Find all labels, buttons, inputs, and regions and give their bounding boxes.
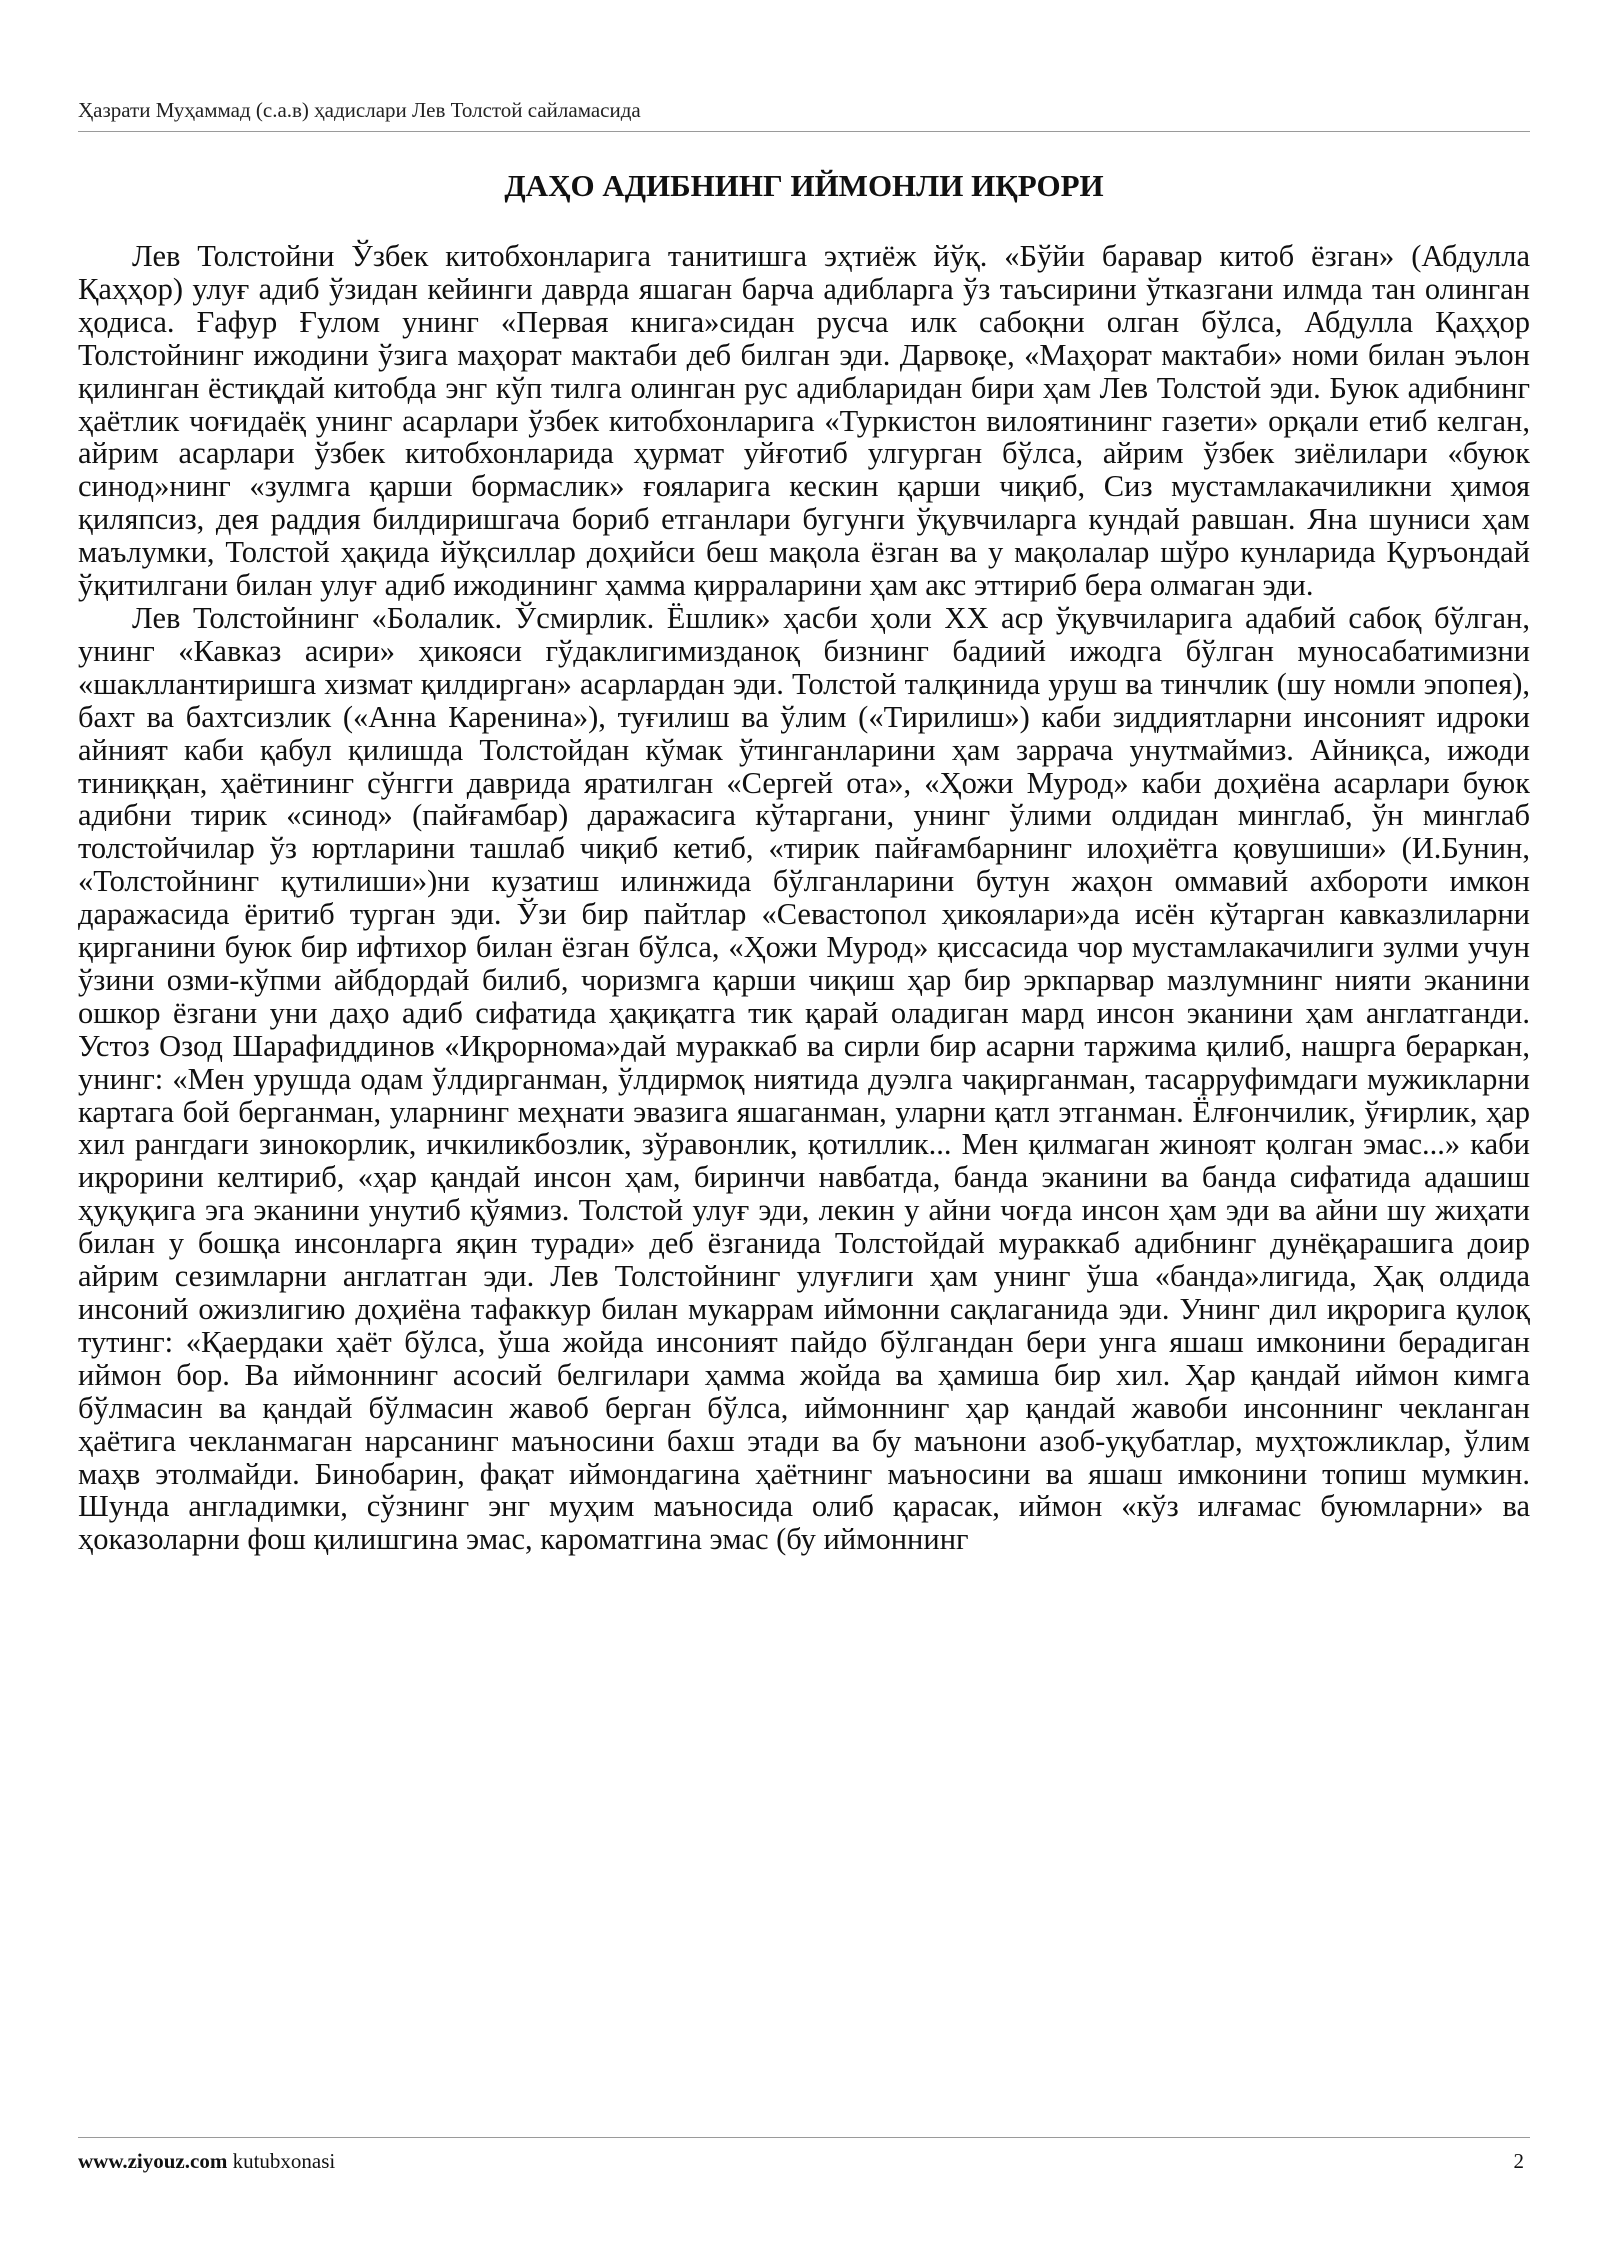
paragraph: Лев Толстойнинг «Болалик. Ўсмирлик. Ёшлик» ҳасби ҳоли XX аср ўқувчиларига адабий сабоқ бўлган, унинг «Кавказ асири» ҳикояси гўдаклигимизданоқ бизнинг бадиий ижодга бўлган муносабатимизни «шакллантиришга хизмат қилдирган» асарлардан эди. Толстой талқинида уруш ва тинчлик (шу номли эпопея), бахт ва бахтсизлик («Анна Каренина»), туғилиш ва ўлим («Тирилиш») каби зиддиятларни инсоният идроки айният каби қабул қилишда Толстойдан кўмак ўтинганларини ҳам заррача унутмаймиз. Айниқса, ижоди тиниққан, ҳаётининг сўнгги даврида яратилган «Сергей ота», «Ҳожи Мурод» каби доҳиёна асарлари буюк адибни тирик «синод» (пайғамбар) даражасига кўтаргани, унинг ўлими олдидан минглаб, ўн минглаб толстойчилар ўз юртларини ташлаб чиқиб кетиб, «тирик пайғамбарнинг илоҳиётга қовушиши» (И.Бунин, «Толстойнинг қутилиши»)ни кузатиш илинжида бўлганларини бутун жаҳон оммавий ахбороти имкон даражасида ёритиб турган эди. Ўзи бир пайтлар «Севастопол ҳикоялари»да исён кўтарган кавказлиларни қирганини буюк бир ифтихор билан ёзган бўлса, «Ҳожи Мурод» қиссасида чор мустамлакачилиги зулми учун ўзини озми-кўпми айбдордай билиб, чоризмга қарши чиқиш ҳар бир эркпарвар мазлумнинг нияти эканини ошкор ёзгани уни даҳо адиб сифатида ҳақиқатга тик қарай оладиган мард инсон эканини ҳам англатганди. Устоз Озод Шарафиддинов «Иқрорнома»дай мураккаб ва сирли бир асарни таржима қилиб, нашрга бераркан, унинг: «Мен урушда одам ўлдирганман, ўлдирмоқ ниятида дуэлга чақирганман, тасарруфимдаги мужикларни картага бой берганман, уларнинг меҳнати эвазига яшаганман, уларни қатл этганман. Ёлғончилик, ўғирлик, ҳар хил рангдаги зинокорлик, ичкиликбозлик, зўравонлик, қотиллик... Мен қилмаган жиноят қолган эмас...» каби иқрорини келтириб, «ҳар қандай инсон ҳам, биринчи навбатда, банда эканини ва банда сифатида адашиш ҳуқуқига эга эканини унутиб қўямиз. Толстой улуғ эди, лекин у айни чоғда инсон ҳам эди ва айни шу жиҳати билан у бошқа инсонларга яқин туради» деб ёзганида Толстойдай мураккаб адибнинг дунёқарашига доир айрим сезимларни англатган эди. Лев Толстойнинг улуғлиги ҳам унинг ўша «банда»лигида, Ҳақ олдида инсоний ожизлигию доҳиёна тафаккур билан мукаррам иймонни сақлаганида эди. Унинг дил иқрорига қулоқ тутинг: «Қаердаки ҳаёт бўлса, ўша жойда инсоният пайдо бўлгандан бери унга яшаш имконини берадиган иймон бор. Ва иймоннинг асосий белгилари ҳамма жойда ва ҳамиша бир хил. Ҳар қандай иймон кимга бўлмасин ва қандай бўлмасин жавоб берган бўлса, иймоннинг ҳар қандай жавоби инсоннинг чекланган ҳаётига чекланмаган нарсанинг маъносини бахш этади ва бу маънони азоб-уқубатлар, муҳтожликлар, ўлим маҳв этолмайди. Бинобарин, фақат иймондагина ҳаётнинг маъносини ва яшаш имконини топиш мумкин. Шунда англадимки, сўзнинг энг муҳим маъносида олиб қарасак, иймон «кўз илғамас буюмларни» ва ҳоказоларни фош қилишгина эмас, кароматгина эмас (бу иймоннинг <box>78 600 1530 1557</box>
footer-site-suffix: kutubxonasi <box>227 2149 336 2173</box>
header-divider <box>78 131 1530 132</box>
page-number: 2 <box>1513 2149 1524 2173</box>
page-footer <box>78 2147 1530 2175</box>
paragraph: Лев Толстойни Ўзбек китобхонларига танитишга эҳтиёж йўқ. «Бўйи баравар китоб ёзган» (Абдулла Қаҳҳор) улуғ адиб ўзидан кейинги даврда яшаган барча адибларга ўз таъсирини ўтказгани илмда тан олинган ҳодиса. Ғафур Ғулом унинг «Первая книга»сидан русча илк сабоқни олган бўлса, Абдулла Қаҳҳор Толстойнинг ижодини ўзига маҳорат мактаби деб билган эди. Дарвоқе, «Маҳорат мактаби» номи билан эълон қилинган ёстиқдай китобда энг кўп тилга олинган рус адибларидан бири ҳам Лев Толстой эди. Буюк адибнинг ҳаётлик чоғидаёқ унинг асарлари ўзбек китобхонларига «Туркистон вилоятининг газети» орқали етиб келган, айрим асарлари ўзбек китобхонларида ҳурмат уйғотиб улгурган бўлса, айрим ўзбек зиёлилари «буюк синод»нинг «зулмга қарши бормаслик» ғояларига кескин қарши чиқиб, Сиз мустамлакачиликни ҳимоя қиляпсиз, дея раддия билдиришгача бориб етганлари бугунги ўқувчиларга кундай равшан. Яна шуниси ҳам маълумки, Толстой ҳақида йўқсиллар доҳийси беш мақола ёзган ва у мақолалар шўро кунларида Қуръондай ўқитилгани билан улуғ адиб ижодининг ҳамма қирраларини ҳам акс эттириб бера олмаган эди. <box>78 239 1530 603</box>
article-body <box>78 240 1530 1556</box>
footer-divider <box>78 2137 1530 2138</box>
footer-site-link[interactable]: www.ziyouz.com <box>78 2149 228 2173</box>
running-header: Ҳазрати Муҳаммад (с.а.в) ҳадислари Лев Толстой сайламасида <box>78 98 641 122</box>
article-title: ДАҲО АДИБНИНГ ИЙМОНЛИ ИҚРОРИ <box>504 168 1104 203</box>
